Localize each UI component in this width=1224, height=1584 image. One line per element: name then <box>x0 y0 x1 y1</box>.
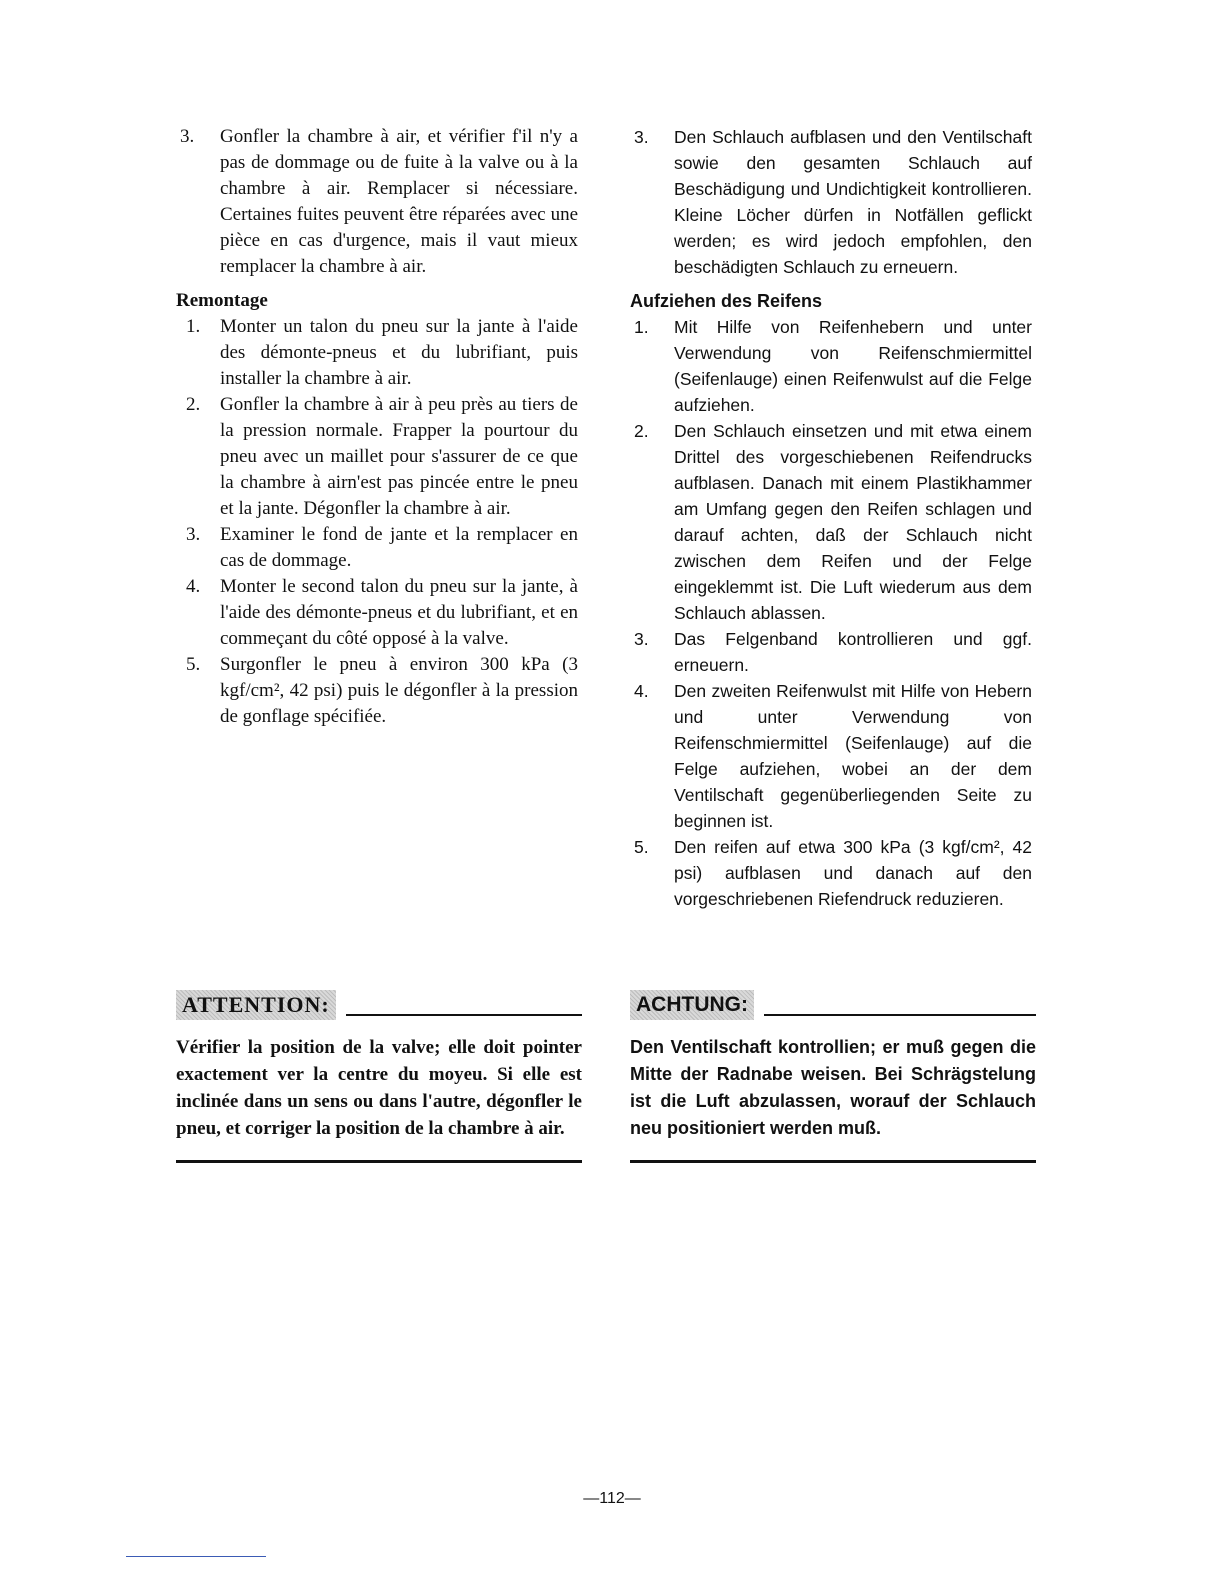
caution-text: Den Ventilschaft kontrollien; er muß gegen die Mitte der Radnabe weisen. Bei Schrägstelung ist die Luft abzulassen, worauf der Schlauch neu positioniert werden muß. <box>630 1037 1036 1138</box>
step-text: Mit Hilfe von Reifenhebern und unter Verwendung von Reifenschmiermittel (Seifenlauge) einen Reifenwulst auf die Felge aufziehen. <box>674 317 1032 415</box>
step-number: 5. <box>634 837 649 857</box>
step-number: 4. <box>186 576 201 597</box>
german-section-heading: Aufziehen des Reifens <box>630 291 823 311</box>
step-number: 5. <box>186 654 201 675</box>
step-text: Den Schlauch aufblasen und den Ventilschaft sowie den gesamten Schlauch auf Beschädigung und Undichtigkeit kontrollieren. Kleine Löcher dürfen in Notfällen geflickt werden; es wird jedoch empfohlen, den beschädigten Schlauch zu erneuern. <box>674 127 1032 277</box>
french-step-3 <box>176 522 578 574</box>
french-step-5 <box>176 652 578 730</box>
step-number: 3. <box>180 126 195 147</box>
step-number: 4. <box>634 681 649 701</box>
step-text: Monter le second talon du pneu sur la jante, à l'aide des démonte-pneus et du lubrifiant, et en commeçant du côté opposé à la valve. <box>220 576 578 649</box>
step-number: 1. <box>634 317 649 337</box>
german-step-4 <box>630 678 1032 834</box>
german-intro-step <box>630 124 1032 280</box>
german-step-5 <box>630 834 1032 912</box>
french-intro-step <box>176 124 578 280</box>
step-text: Das Felgenband kontrollieren und ggf. erneuern. <box>674 629 1032 675</box>
caution-bottom-rule <box>176 1160 582 1163</box>
step-text: Gonfler la chambre à air à peu près au tiers de la pression normale. Frapper la pourtour du pneu avec un maillet pour s'assurer de ce que la chambre à airn'est pas pincée entre le pneu et la jante. Dégonfler la chambre à air. <box>220 394 578 519</box>
caution-label: ATTENTION: <box>176 990 336 1020</box>
step-text: Den zweiten Reifenwulst mit Hilfe von Hebern und unter Verwendung von Reifenschmiermittel (Seifenlauge) auf die Felge aufziehen, wobei an der dem Ventilschaft gegenüberliegenden Seite zu beginnen ist. <box>674 681 1032 831</box>
german-column <box>630 124 1032 912</box>
caution-label: ACHTUNG: <box>630 990 754 1020</box>
caution-header <box>630 990 1036 1020</box>
french-step-4 <box>176 574 578 652</box>
german-step-1 <box>630 314 1032 418</box>
german-caution-box <box>630 990 1036 1163</box>
step-number: 2. <box>186 394 201 415</box>
footnote-rule <box>126 1556 266 1557</box>
step-text: Monter un talon du pneu sur la jante à l'aide des démonte-pneus et du lubrifiant, puis installer la chambre à air. <box>220 316 578 389</box>
step-number: 1. <box>186 316 201 337</box>
caution-bottom-rule <box>630 1160 1036 1163</box>
french-step-1 <box>176 314 578 392</box>
step-text: Den reifen auf etwa 300 kPa (3 kgf/cm², 42 psi) aufblasen und danach auf den vorgeschriebenen Riefendruck reduzieren. <box>674 837 1032 909</box>
german-step-2 <box>630 418 1032 626</box>
caution-header <box>176 990 582 1020</box>
step-text: Examiner le fond de jante et la remplacer en cas de dommage. <box>220 524 578 571</box>
step-text: Gonfler la chambre à air, et vérifier f'il n'y a pas de dommage ou de fuite à la valve ou à la chambre à air. Remplacer si nécessiare. Certaines fuites peuvent être réparées avec une pièce en cas d'urgence, mais il vaut mieux remplacer la chambre à air. <box>220 126 578 277</box>
step-number: 3. <box>634 629 649 649</box>
caution-text: Vérifier la position de la valve; elle doit pointer exactement ver la centre du moyeu. Si elle est inclinée dans un sens ou dans l'autre, dégonfler le pneu, et corriger la position de la chambre à air. <box>176 1037 582 1139</box>
page-number: —112— <box>583 1490 641 1507</box>
step-number: 2. <box>634 421 649 441</box>
step-text: Den Schlauch einsetzen und mit etwa einem Drittel des vorgeschiebenen Reifendrucks aufblasen. Danach mit einem Plastikhammer am Umfang gegen den Reifen schlagen und darauf achten, daß der Schlauch nicht zwischen dem Reifen und der Felge eingeklemmt ist. Die Luft wiederum aus dem Schlauch ablassen. <box>674 421 1032 623</box>
caution-rule <box>764 1014 1036 1016</box>
step-text: Surgonfler le pneu à environ 300 kPa (3 kgf/cm², 42 psi) puis le dégonfler à la pression de gonflage spécifiée. <box>220 654 578 727</box>
french-step-2 <box>176 392 578 522</box>
step-number: 3. <box>186 524 201 545</box>
caution-rule <box>346 1014 582 1016</box>
step-number: 3. <box>634 127 649 147</box>
french-caution-box <box>176 990 582 1163</box>
french-column <box>176 124 578 730</box>
french-section-heading: Remontage <box>176 290 268 311</box>
german-step-3 <box>630 626 1032 678</box>
